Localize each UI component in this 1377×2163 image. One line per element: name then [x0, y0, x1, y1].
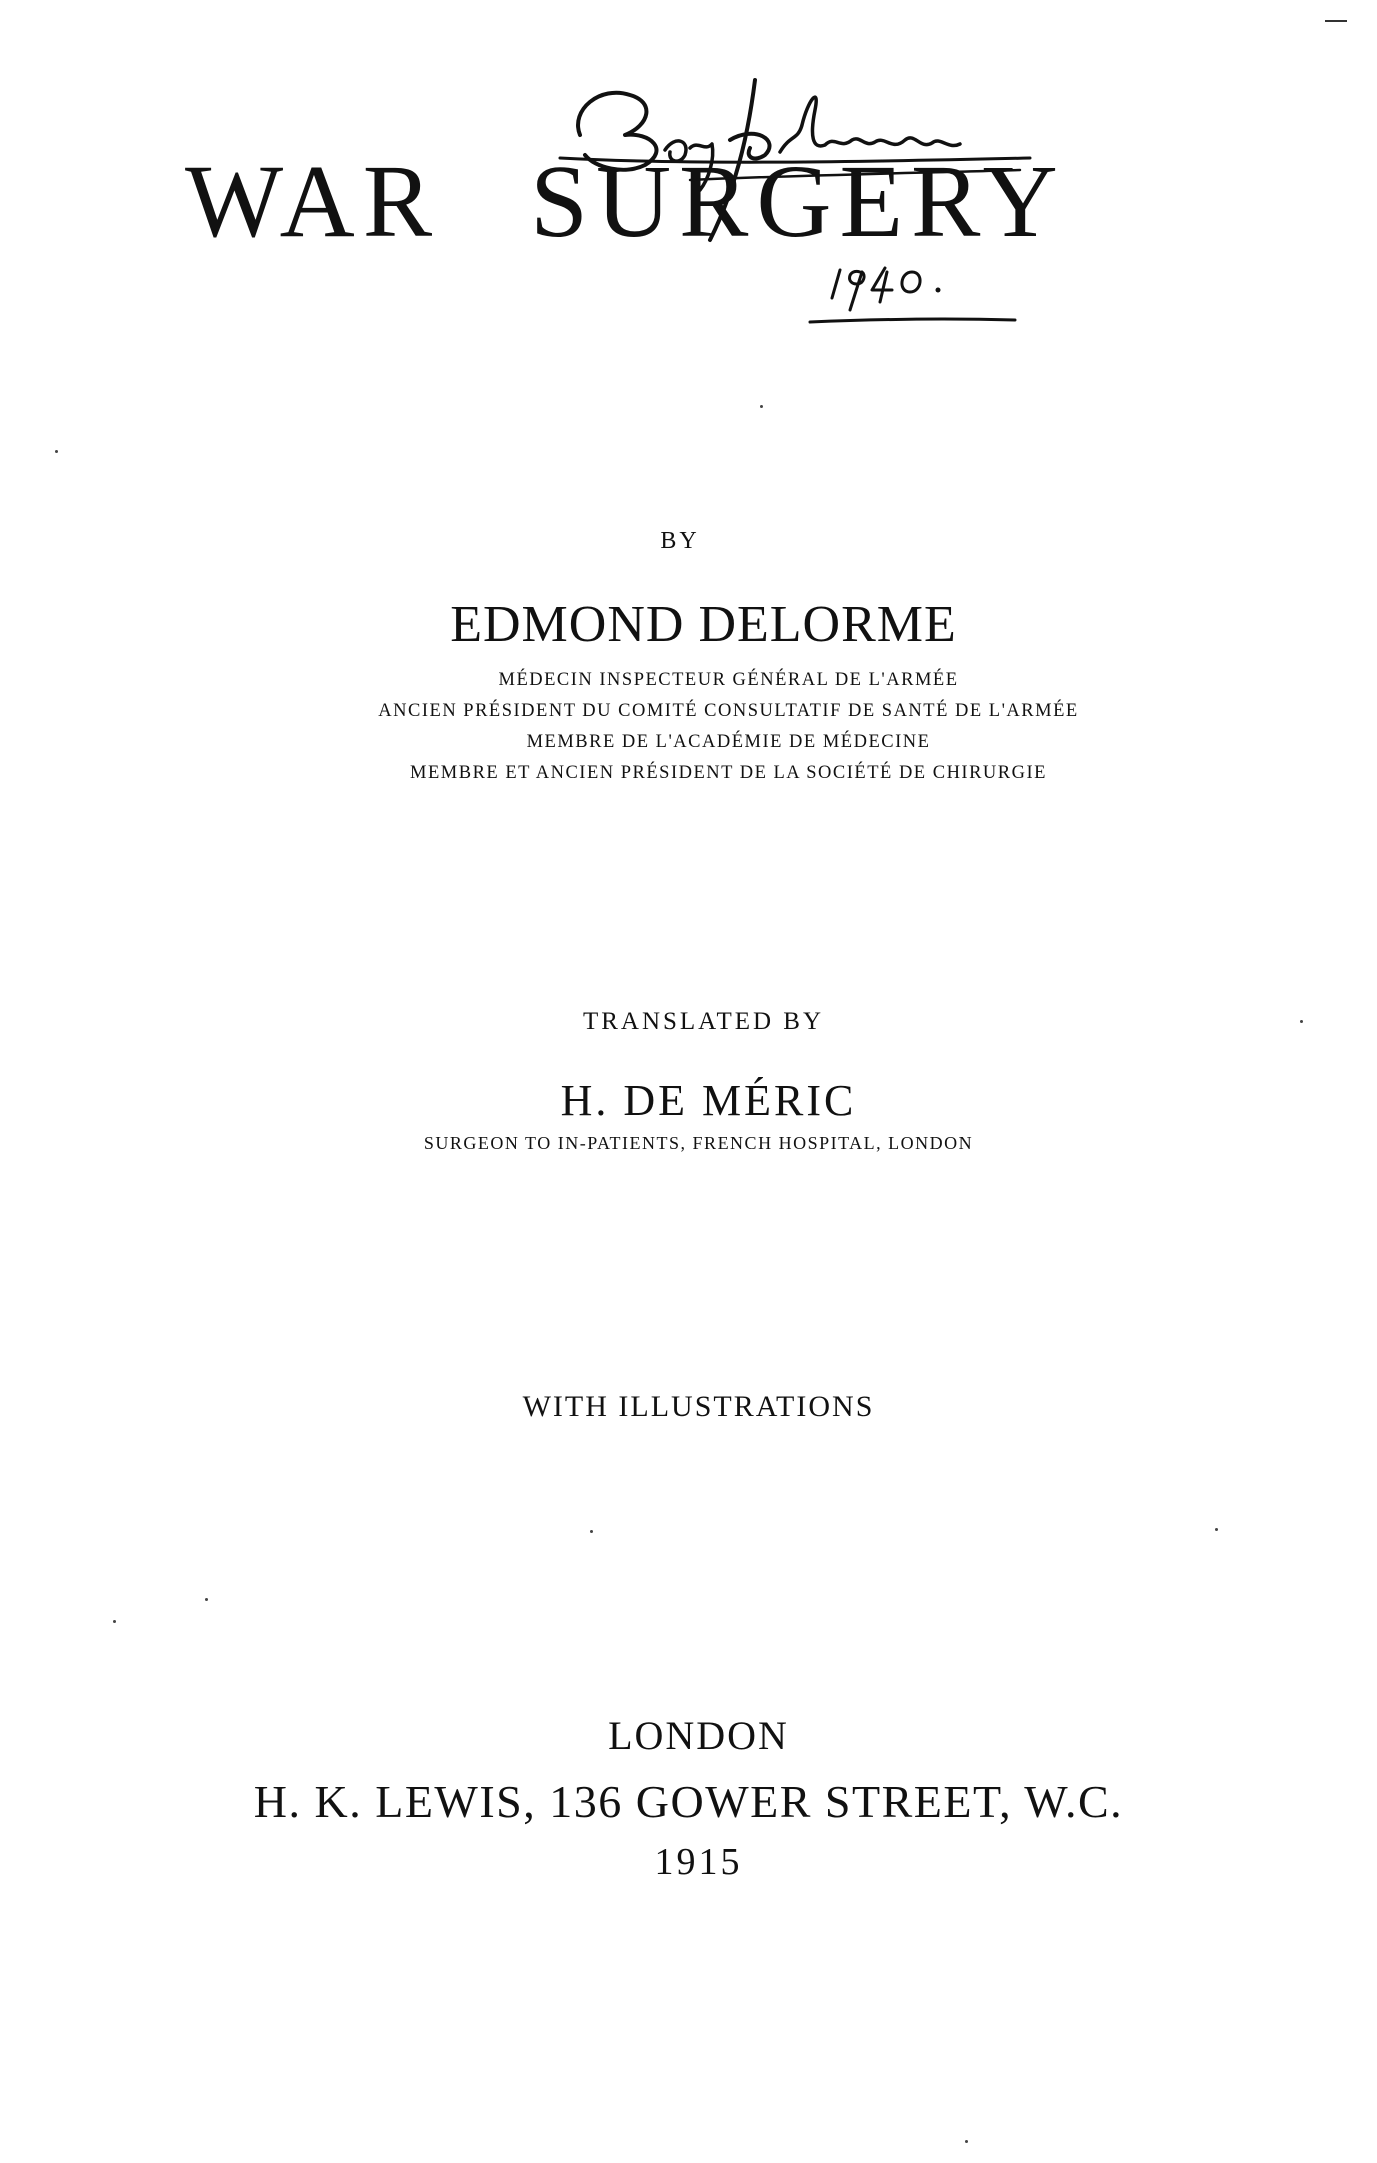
- margin-mark: [1325, 20, 1347, 22]
- scan-speck: [1215, 1528, 1218, 1531]
- imprint-city: LONDON: [608, 1713, 789, 1758]
- year-stroke: [936, 288, 941, 293]
- year-stroke: [832, 270, 840, 298]
- signature-stroke: [710, 80, 770, 240]
- signature-stroke: [690, 144, 713, 190]
- credential-line: MÉDECIN INSPECTEUR GÉNÉRAL DE L'ARMÉE: [498, 670, 959, 690]
- scan-speck: [1300, 1020, 1303, 1023]
- translator-role: SURGEON TO IN-PATIENTS, FRENCH HOSPITAL, LONDON: [423, 1133, 974, 1153]
- scan-speck: [965, 2140, 968, 2143]
- signature-underline: [690, 170, 1020, 180]
- title-word-1: WAR: [185, 144, 441, 259]
- year-stroke: [850, 271, 865, 310]
- credential-line: ANCIEN PRÉSIDENT DU COMITÉ CONSULTATIF DE SANTÉ DE L'ARMÉE: [378, 701, 1079, 721]
- year-underline: [810, 319, 1015, 322]
- credential-line: MEMBRE ET ANCIEN PRÉSIDENT DE LA SOCIÉTÉ DE CHIRURGIE: [410, 763, 1047, 783]
- title-word-2: SURGERY: [530, 144, 1066, 259]
- signature-stroke: [665, 141, 686, 161]
- author-credentials: [0, 665, 1377, 789]
- scan-speck: [55, 450, 58, 453]
- year-stroke: [902, 272, 920, 292]
- scan-speck: [760, 405, 763, 408]
- scan-speck: [113, 1620, 116, 1623]
- translated-by-label: TRANSLATED BY: [582, 1008, 825, 1035]
- scan-speck: [590, 1530, 593, 1533]
- translator-name: H. DE MÉRIC: [560, 1076, 857, 1125]
- signature-underline: [560, 158, 1030, 162]
- year-stroke: [872, 268, 892, 302]
- imprint-year: 1915: [654, 1841, 743, 1883]
- imprint-publisher: H. K. LEWIS, 136 GOWER STREET, W.C.: [253, 1776, 1124, 1827]
- scan-speck: [205, 1598, 208, 1601]
- illustrations-note: WITH ILLUSTRATIONS: [522, 1390, 875, 1423]
- credential-line: MEMBRE DE L'ACADÉMIE DE MÉDECINE: [526, 732, 931, 752]
- byline: BY: [660, 528, 700, 554]
- signature-stroke: [780, 97, 960, 152]
- handwritten-inscription: [540, 40, 1140, 340]
- author-name: EDMOND DELORME: [450, 596, 957, 653]
